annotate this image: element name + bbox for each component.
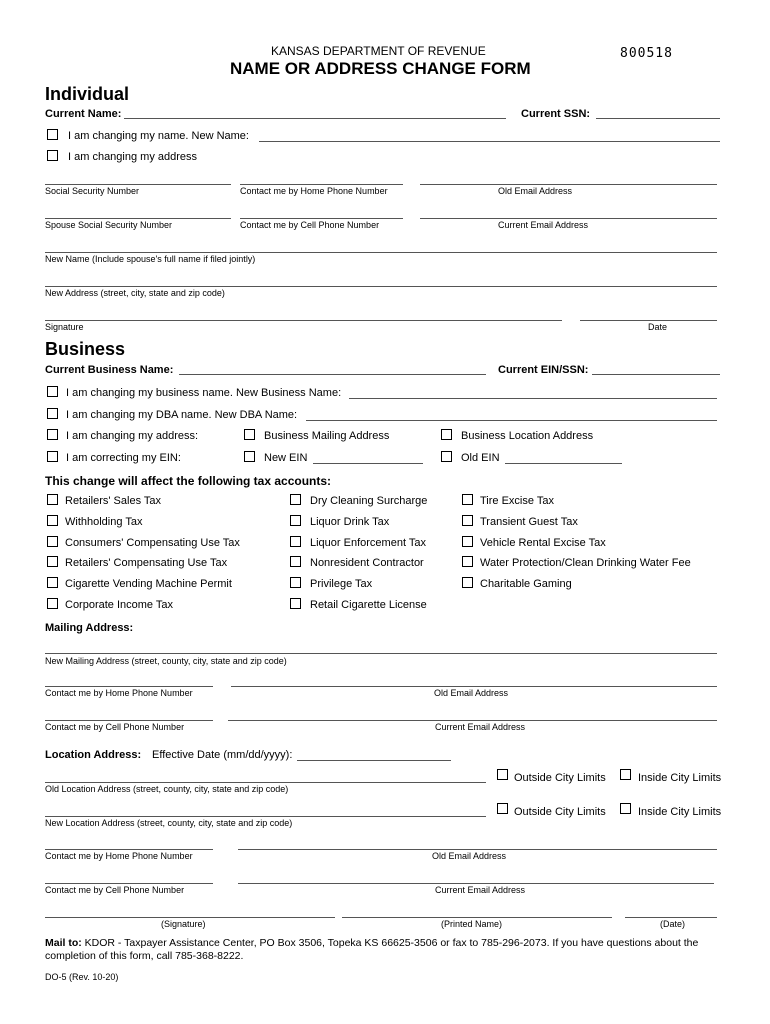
biz-home-phone-field[interactable] [45,686,213,687]
biz-old-email-label: Old Email Address [434,688,509,698]
ssn-field[interactable] [45,184,231,185]
form-title: NAME OR ADDRESS CHANGE FORM [230,59,531,78]
new-location-field[interactable] [45,816,486,817]
signature-field[interactable] [45,320,562,321]
change-address-label: I am changing my address [68,151,198,163]
ssn-label: Social Security Number [45,186,140,196]
new-address-label: New Address (street, city, state and zip code) [45,288,225,298]
tax-checkbox[interactable] [462,494,473,505]
loc-old-email-label: Old Email Address [432,851,507,861]
spouse-ssn-field[interactable] [45,218,231,219]
tax-option: Vehicle Rental Excise Tax [480,537,606,549]
tax-option: Consumers' Compensating Use Tax [65,537,240,549]
tax-option: Tire Excise Tax [480,495,554,507]
cell-phone-field[interactable] [240,218,403,219]
tax-option: Cigarette Vending Machine Permit [65,578,232,590]
biz-date-label: (Date) [660,919,686,929]
tax-checkbox[interactable] [290,536,301,547]
new-location-label: New Location Address (street, county, city, state and zip code) [45,818,293,828]
tax-option: Corporate Income Tax [65,599,174,611]
biz-current-email-label: Current Email Address [435,722,526,732]
date-field[interactable] [580,320,717,321]
change-business-name-checkbox[interactable] [47,386,58,397]
old-outside-city-label: Outside City Limits [514,772,606,784]
form-revision: DO-5 (Rev. 10-20) [45,972,119,982]
tax-option: Transient Guest Tax [480,516,578,528]
biz-home-phone-label: Contact me by Home Phone Number [45,688,193,698]
tax-option: Liquor Enforcement Tax [310,537,426,549]
change-address-checkbox[interactable] [47,150,58,161]
change-dba-checkbox[interactable] [47,408,58,419]
new-dba-field[interactable] [306,420,717,421]
loc-current-email-field[interactable] [238,883,714,884]
tax-checkbox[interactable] [47,598,58,609]
old-location-label: Old Location Address (street, county, city, state and zip code) [45,784,289,794]
tax-option: Liquor Drink Tax [310,516,390,528]
old-ein-checkbox[interactable] [441,451,452,462]
tax-checkbox[interactable] [462,556,473,567]
biz-cell-phone-label: Contact me by Cell Phone Number [45,722,185,732]
change-dba-label: I am changing my DBA name. New DBA Name: [66,409,298,421]
business-heading: Business [45,339,126,359]
tax-checkbox[interactable] [47,556,58,567]
loc-old-email-field[interactable] [238,849,717,850]
effective-date-field[interactable] [297,760,451,761]
old-ein-label: Old EIN [461,452,500,464]
correct-ein-label: I am correcting my EIN: [66,452,181,464]
new-address-field[interactable] [45,286,717,287]
biz-current-email-field[interactable] [228,720,717,721]
change-name-checkbox[interactable] [47,129,58,140]
old-email-field[interactable] [420,184,717,185]
old-ein-field[interactable] [505,463,622,464]
current-ein-field[interactable] [592,374,720,375]
home-phone-field[interactable] [240,184,403,185]
current-name-field[interactable] [124,118,506,119]
tax-checkbox[interactable] [290,598,301,609]
form-number: 800518 [620,46,673,61]
tax-accounts-heading: This change will affect the following tax accounts: [45,474,332,488]
current-email-field[interactable] [420,218,717,219]
change-business-address-label: I am changing my address: [66,430,199,442]
old-outside-city-checkbox[interactable] [497,769,508,780]
new-mailing-field[interactable] [45,653,717,654]
biz-signature-label: (Signature) [161,919,206,929]
current-ssn-label: Current SSN: [521,108,591,120]
mailing-address-checkbox[interactable] [244,429,255,440]
effective-date-label: Effective Date (mm/dd/yyyy): [152,749,293,761]
new-ein-label: New EIN [264,452,308,464]
new-name-inline-field[interactable] [259,141,720,142]
business-name-field[interactable] [179,374,486,375]
loc-current-email-label: Current Email Address [435,885,526,895]
tax-checkbox[interactable] [290,577,301,588]
old-location-field[interactable] [45,782,486,783]
tax-checkbox[interactable] [290,556,301,567]
signature-label: Signature [45,322,84,332]
location-address-checkbox[interactable] [441,429,452,440]
new-name-label: New Name (Include spouse's full name if filed jointly) [45,254,256,264]
loc-cell-phone-field[interactable] [45,883,213,884]
tax-option: Retailers' Sales Tax [65,495,162,507]
location-address-heading: Location Address: [45,749,142,761]
tax-checkbox[interactable] [462,515,473,526]
tax-checkbox[interactable] [462,577,473,588]
printed-name-label: (Printed Name) [441,919,503,929]
tax-option: Retail Cigarette License [310,599,427,611]
old-inside-city-label: Inside City Limits [638,772,722,784]
change-business-address-checkbox[interactable] [47,429,58,440]
tax-option: Retailers' Compensating Use Tax [65,557,228,569]
old-email-label: Old Email Address [498,186,573,196]
tax-checkbox[interactable] [47,515,58,526]
business-name-label: Current Business Name: [45,364,174,376]
agency-name: KANSAS DEPARTMENT OF REVENUE [271,44,486,58]
current-name-label: Current Name: [45,108,122,120]
tax-option: Water Protection/Clean Drinking Water Fee [480,557,691,569]
cell-phone-label: Contact me by Cell Phone Number [240,220,380,230]
tax-option: Charitable Gaming [480,578,572,590]
new-mailing-label: New Mailing Address (street, county, city, state and zip code) [45,656,287,666]
new-business-name-field[interactable] [349,398,717,399]
printed-name-field[interactable] [342,917,612,918]
tax-checkbox[interactable] [47,494,58,505]
tax-checkbox[interactable] [47,536,58,547]
biz-cell-phone-field[interactable] [45,720,213,721]
new-outside-city-checkbox[interactable] [497,803,508,814]
date-label: Date [648,322,668,332]
spouse-ssn-label: Spouse Social Security Number [45,220,173,230]
current-ein-label: Current EIN/SSN: [498,364,589,376]
biz-date-field[interactable] [625,917,717,918]
home-phone-label: Contact me by Home Phone Number [240,186,388,196]
loc-cell-phone-label: Contact me by Cell Phone Number [45,885,185,895]
mail-to-label: Mail to: [45,937,82,949]
change-business-name-label: I am changing my business name. New Business Name: [66,387,342,399]
new-ein-field[interactable] [313,463,423,464]
new-ein-checkbox[interactable] [244,451,255,462]
biz-old-email-field[interactable] [231,686,717,687]
tax-option: Dry Cleaning Surcharge [310,495,428,507]
new-inside-city-checkbox[interactable] [620,803,631,814]
individual-heading: Individual [45,84,130,104]
tax-checkbox[interactable] [290,494,301,505]
new-name-field[interactable] [45,252,717,253]
current-email-label: Current Email Address [498,220,589,230]
mail-to-instructions [45,937,735,963]
correct-ein-checkbox[interactable] [47,451,58,462]
tax-checkbox[interactable] [47,577,58,588]
mailing-address-heading: Mailing Address: [45,622,134,634]
mail-to-text: KDOR - Taxpayer Assistance Center, PO Box 3506, Topeka KS 66625-3506 or fax to 785-296-2073. If you have questions about the completion of this form, call 785-368-8222. [45,937,699,962]
new-outside-city-label: Outside City Limits [514,806,606,818]
loc-home-phone-field[interactable] [45,849,213,850]
tax-option: Privilege Tax [310,578,373,590]
old-inside-city-checkbox[interactable] [620,769,631,780]
tax-option: Nonresident Contractor [310,557,424,569]
change-name-label: I am changing my name. New Name: [68,130,249,142]
current-ssn-field[interactable] [596,118,720,119]
biz-signature-field[interactable] [45,917,335,918]
location-address-option: Business Location Address [461,430,594,442]
loc-home-phone-label: Contact me by Home Phone Number [45,851,193,861]
new-inside-city-label: Inside City Limits [638,806,722,818]
tax-checkbox[interactable] [290,515,301,526]
tax-checkbox[interactable] [462,536,473,547]
mailing-address-option: Business Mailing Address [264,430,390,442]
tax-option: Withholding Tax [65,516,143,528]
